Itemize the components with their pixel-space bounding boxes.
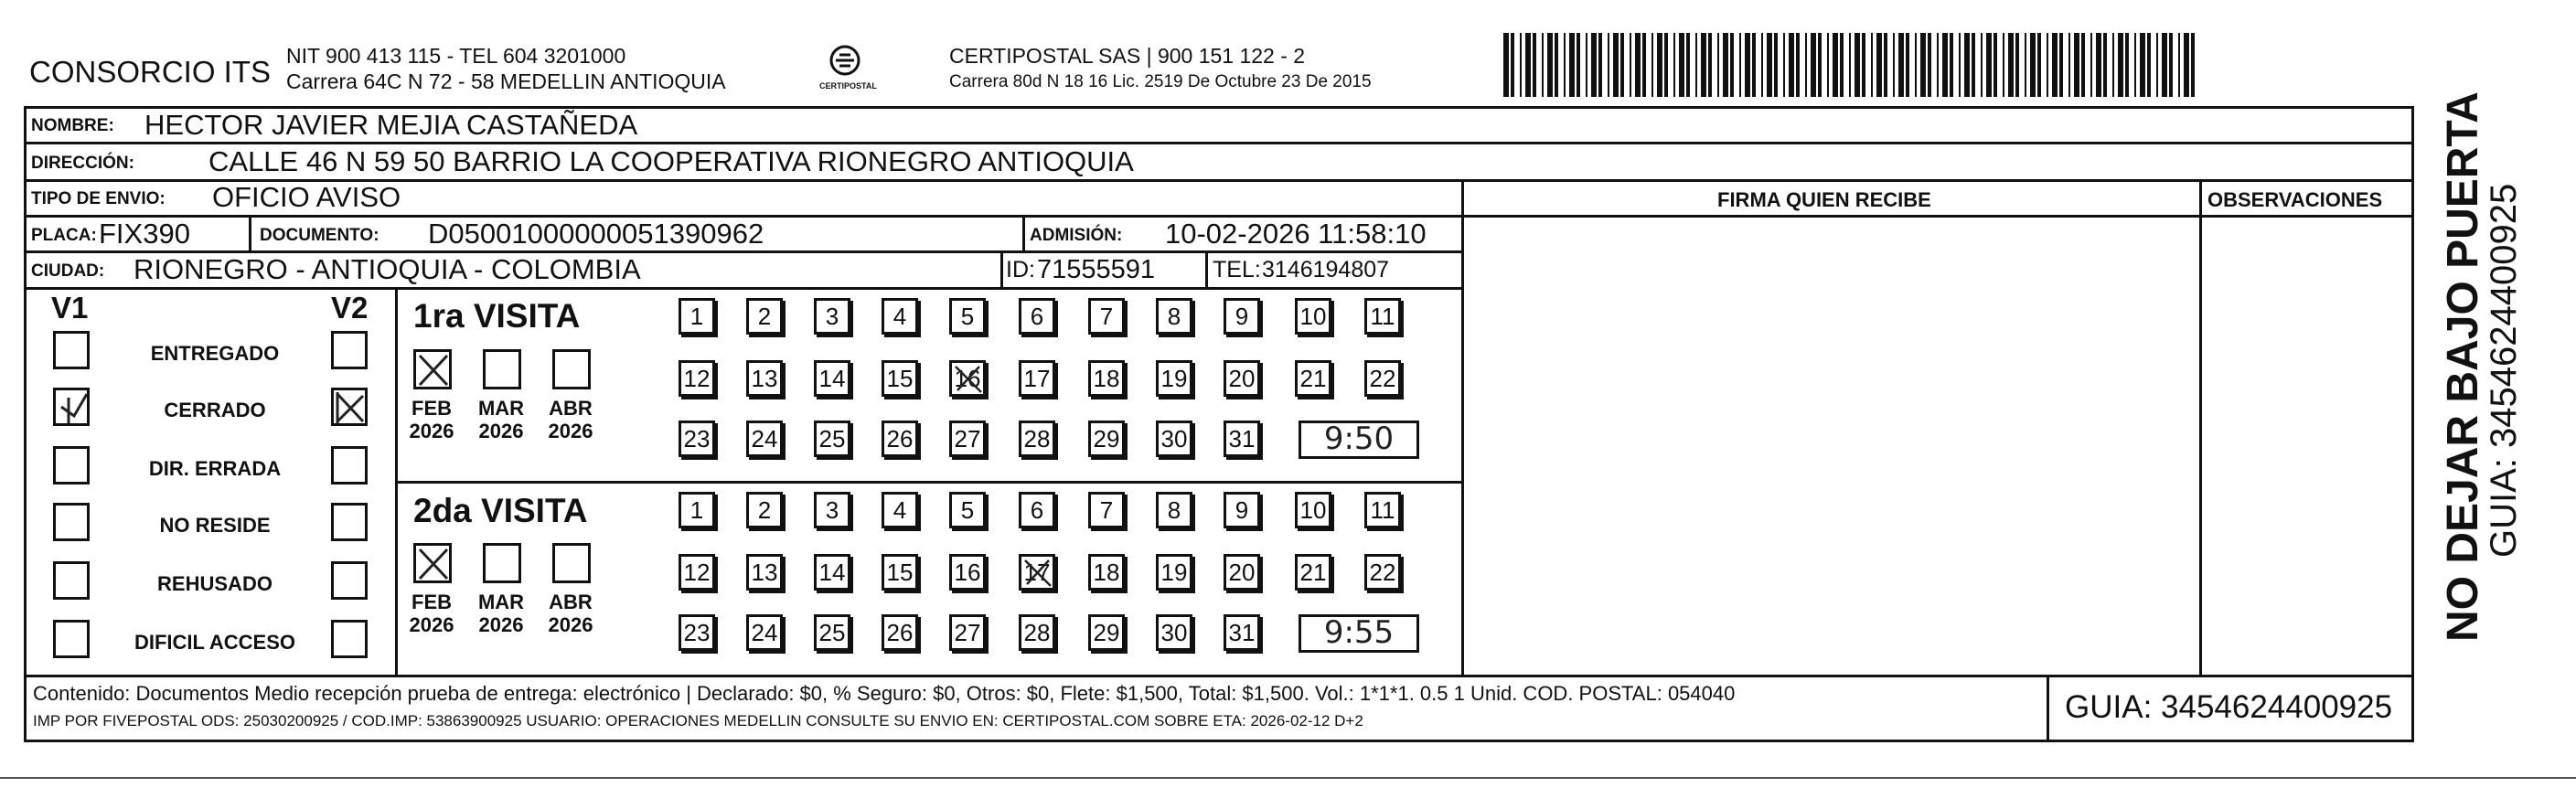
- placa-label: PLACA:: [31, 226, 97, 245]
- barcode-bar: [1884, 33, 1887, 97]
- barcode-bar: [1876, 33, 1882, 97]
- day-box[interactable]: 25: [814, 614, 850, 651]
- barcode-bar: [1893, 33, 1895, 97]
- status-label: REHUSADO: [157, 572, 273, 595]
- day-box[interactable]: 1: [679, 298, 715, 335]
- barcode-bar: [2169, 33, 2173, 97]
- barcode-bar: [2015, 33, 2019, 97]
- barcode-bar: [1591, 33, 1597, 97]
- day-box[interactable]: 22: [1364, 360, 1401, 397]
- v2-checkbox[interactable]: [331, 620, 368, 658]
- barcode-bar: [1928, 33, 1931, 97]
- status-label: CERRADO: [164, 399, 266, 421]
- barcode-bar: [2118, 33, 2123, 97]
- logo-text: CERTIPOSTAL: [819, 81, 877, 91]
- day-box[interactable]: 14: [814, 360, 850, 397]
- visit-time: 9:55: [1323, 614, 1395, 651]
- day-box[interactable]: 13: [746, 360, 783, 397]
- barcode-bar: [1686, 33, 1690, 97]
- tel-label: TEL:: [1213, 257, 1261, 282]
- barcode-bar: [1950, 33, 1953, 97]
- barcode-bar: [2147, 33, 2151, 97]
- day-box[interactable]: 21: [1295, 554, 1331, 591]
- barcode-bar: [2103, 33, 2107, 97]
- month-year: 2026: [478, 420, 524, 443]
- month-label: [474, 591, 529, 637]
- barcode-bar: [1525, 33, 1531, 97]
- side-guia: GUIA: 3454624400925: [2484, 183, 2524, 558]
- day-box[interactable]: 6: [1019, 298, 1055, 335]
- v2-header: V2: [331, 291, 369, 325]
- day-box[interactable]: 10: [1295, 492, 1331, 528]
- barcode-bar: [2037, 33, 2041, 97]
- barcode-bar: [2047, 33, 2048, 97]
- v2-checkbox[interactable]: [331, 503, 368, 541]
- visit-time-box[interactable]: [1299, 614, 1419, 653]
- status-label: NO RESIDE: [159, 514, 271, 537]
- barcode-bar: [1630, 33, 1631, 97]
- day-box[interactable]: 24: [746, 614, 783, 651]
- month-label: [474, 397, 529, 443]
- barcode-bar: [1673, 33, 1675, 97]
- barcode-bar: [1783, 33, 1785, 97]
- barcode-bar: [1642, 33, 1646, 97]
- day-box[interactable]: 25: [814, 421, 850, 457]
- barcode-bar: [1920, 33, 1926, 97]
- tel-value: 3146194807: [1262, 257, 1390, 282]
- month-checkbox[interactable]: [552, 349, 591, 389]
- admision-label: ADMISIÓN:: [1030, 226, 1123, 245]
- tipo-envio-value: OFICIO AVISO: [212, 181, 401, 213]
- barcode-bar: [2140, 33, 2145, 97]
- documento-value: D05001000000051390962: [428, 218, 764, 250]
- tipo-envio-label: TIPO DE ENVIO:: [31, 189, 166, 208]
- barcode-bar: [2162, 33, 2167, 97]
- month-checkbox[interactable]: [413, 543, 452, 583]
- day-box[interactable]: 7: [1088, 492, 1125, 528]
- month-year: 2026: [548, 613, 593, 637]
- day-box[interactable]: 1: [679, 492, 715, 528]
- day-box[interactable]: 3: [814, 298, 850, 335]
- month-name: ABR: [549, 591, 593, 613]
- barcode-bar: [1993, 33, 1997, 97]
- day-box[interactable]: 20: [1224, 360, 1260, 397]
- barcode-bar: [1533, 33, 1536, 97]
- barcode-bar: [1840, 33, 1844, 97]
- month-checkbox[interactable]: [483, 543, 521, 583]
- visit-time-box[interactable]: [1299, 421, 1419, 459]
- day-box[interactable]: 6: [1019, 492, 1055, 528]
- day-box[interactable]: 17: [1019, 360, 1055, 397]
- day-box[interactable]: 2: [746, 492, 783, 528]
- v2-checkbox[interactable]: [331, 331, 368, 369]
- day-box[interactable]: 14: [814, 554, 850, 591]
- barcode-bar: [1555, 33, 1558, 97]
- barcode-bar: [2081, 33, 2085, 97]
- day-box[interactable]: 27: [949, 614, 986, 651]
- barcode-bar: [1651, 33, 1653, 97]
- day-box[interactable]: 4: [882, 298, 918, 335]
- day-box[interactable]: 21: [1295, 360, 1331, 397]
- month-name: ABR: [549, 397, 593, 420]
- side-warning: NO DEJAR BAJO PUERTA: [2439, 91, 2487, 642]
- company-nit: NIT 900 413 115 - TEL 604 3201000: [286, 44, 626, 68]
- status-label: DIFICIL ACCESO: [134, 631, 295, 654]
- barcode-bar: [1739, 33, 1741, 97]
- barcode-bar: [2030, 33, 2036, 97]
- barcode-bar: [1915, 33, 1917, 97]
- barcode-bar: [1564, 33, 1566, 97]
- barcode-bar: [2156, 33, 2158, 97]
- day-box[interactable]: 4: [882, 492, 918, 528]
- barcode-bar: [1679, 33, 1684, 97]
- day-box[interactable]: 12: [679, 554, 715, 591]
- imp-text: IMP POR FIVEPOSTAL ODS: 25030200925 / COD.IMP: 53863900925 USUARIO: OPERACIONES MEDELLIN CONSULTE SU ENVIO EN: CERTIPOSTAL.COM SOBRE ETA: 2026-02-12 D+2: [33, 712, 1363, 729]
- scan-edge: [0, 777, 2576, 779]
- barcode-bar: [1805, 33, 1807, 97]
- v1-checkbox[interactable]: [53, 620, 90, 658]
- day-box[interactable]: 22: [1364, 554, 1401, 591]
- barcode-bar: [2090, 33, 2092, 97]
- placa-value: FIX390: [99, 218, 190, 250]
- barcode-bar: [1827, 33, 1829, 97]
- day-box[interactable]: 26: [882, 614, 918, 651]
- barcode-bar: [2068, 33, 2070, 97]
- month-name: MAR: [477, 591, 525, 613]
- status-label: ENTREGADO: [150, 342, 280, 365]
- month-label: [404, 397, 459, 443]
- certipostal-address: Carrera 80d N 18 16 Lic. 2519 De Octubre 23 De 2015: [949, 72, 1372, 91]
- barcode-bar: [2052, 33, 2058, 97]
- day-box[interactable]: 9: [1224, 298, 1260, 335]
- barcode-bar: [1503, 33, 1509, 97]
- day-box[interactable]: 31: [1224, 614, 1260, 651]
- barcode-bar: [1972, 33, 1975, 97]
- day-box[interactable]: 11: [1364, 492, 1401, 528]
- certipostal-line: CERTIPOSTAL SAS | 900 151 122 - 2: [949, 44, 1306, 68]
- v1-checkbox[interactable]: [53, 561, 90, 600]
- barcode-bar: [2008, 33, 2014, 97]
- day-box[interactable]: 31: [1224, 421, 1260, 457]
- barcode-bar: [1761, 33, 1763, 97]
- admision-value: 10-02-2026 11:58:10: [1165, 218, 1427, 250]
- day-box[interactable]: 12: [679, 360, 715, 397]
- barcode-bar: [1598, 33, 1602, 97]
- day-box[interactable]: 16: [949, 554, 986, 591]
- day-box[interactable]: 5: [949, 492, 986, 528]
- day-box[interactable]: 29: [1088, 614, 1125, 651]
- day-box[interactable]: 5: [949, 298, 986, 335]
- day-box[interactable]: 23: [679, 614, 715, 651]
- v1-checkbox[interactable]: [53, 503, 90, 541]
- month-label: [543, 397, 598, 443]
- day-box[interactable]: 30: [1156, 421, 1192, 457]
- id-label: ID:: [1006, 257, 1035, 282]
- day-box[interactable]: 3: [814, 492, 850, 528]
- day-box[interactable]: 17: [1019, 554, 1055, 591]
- visit1-title: 1ra VISITA: [413, 297, 581, 335]
- barcode-bar: [1547, 33, 1553, 97]
- barcode-bar: [2025, 33, 2026, 97]
- ciudad-value: RIONEGRO - ANTIOQUIA - COLOMBIA: [134, 253, 641, 285]
- barcode-bar: [2134, 33, 2136, 97]
- barcode-bar: [1811, 33, 1816, 97]
- visit-time: 9:50: [1323, 421, 1395, 457]
- day-box[interactable]: 18: [1088, 554, 1125, 591]
- barcode-bar: [1717, 33, 1719, 97]
- barcode-bar: [1577, 33, 1580, 97]
- barcode-bar: [2096, 33, 2101, 97]
- month-year: 2026: [409, 613, 454, 637]
- company-name: CONSORCIO ITS: [29, 55, 272, 89]
- barcode-bar: [1608, 33, 1609, 97]
- day-box[interactable]: 16: [949, 360, 986, 397]
- barcode-bar: [1708, 33, 1712, 97]
- contenido-text: Contenido: Documentos Medio recepción prueba de entrega: electrónico | Declarado: $0, % Seguro: $0, Otros: $0, Flete: $1,500, Total: $1,500. Vol.: 1*1*1. 0.5 1 Unid. COD. POSTAL: 054040: [33, 682, 1736, 705]
- day-box[interactable]: 15: [882, 360, 918, 397]
- barcode-bar: [1959, 33, 1961, 97]
- status-label: DIR. ERRADA: [148, 457, 282, 480]
- firma-header: FIRMA QUIEN RECIBE: [1717, 188, 1931, 211]
- v2-checkbox[interactable]: [331, 446, 368, 485]
- barcode-bar: [1862, 33, 1865, 97]
- barcode-bar: [1774, 33, 1778, 97]
- barcode-bar: [1723, 33, 1728, 97]
- month-label: [543, 591, 598, 637]
- day-box[interactable]: 23: [679, 421, 715, 457]
- barcode-bar: [2125, 33, 2129, 97]
- barcode-bar: [1871, 33, 1873, 97]
- barcode-bar: [1855, 33, 1860, 97]
- barcode-bar: [1937, 33, 1939, 97]
- day-box[interactable]: 27: [949, 421, 986, 457]
- barcode-bar: [1511, 33, 1514, 97]
- barcode-bar: [1898, 33, 1904, 97]
- barcode-bar: [2184, 33, 2189, 97]
- month-year: 2026: [409, 420, 454, 443]
- month-label: [404, 591, 459, 637]
- day-box[interactable]: 20: [1224, 554, 1260, 591]
- v1-checkbox[interactable]: [53, 388, 90, 426]
- day-box[interactable]: 8: [1156, 298, 1192, 335]
- barcode-bar: [1635, 33, 1641, 97]
- barcode-bar: [1569, 33, 1575, 97]
- barcode: [1500, 33, 2206, 97]
- day-box[interactable]: 28: [1019, 421, 1055, 457]
- barcode-bar: [1745, 33, 1750, 97]
- id-value: 71555591: [1037, 255, 1156, 284]
- v1-checkbox[interactable]: [53, 446, 90, 485]
- footer-guia: GUIA: 3454624400925: [2065, 689, 2393, 725]
- v1-checkbox[interactable]: [53, 331, 90, 369]
- barcode-bar: [1849, 33, 1851, 97]
- certipostal-logo: [812, 42, 878, 97]
- barcode-bar: [1767, 33, 1772, 97]
- month-checkbox[interactable]: [483, 349, 521, 389]
- barcode-bar: [1730, 33, 1734, 97]
- day-box[interactable]: 15: [882, 554, 918, 591]
- nombre-value: HECTOR JAVIER MEJIA CASTAÑEDA: [144, 109, 638, 141]
- barcode-bar: [2003, 33, 2004, 97]
- barcode-bar: [1695, 33, 1697, 97]
- day-box[interactable]: 24: [746, 421, 783, 457]
- day-box[interactable]: 29: [1088, 421, 1125, 457]
- month-name: FEB: [412, 397, 452, 420]
- barcode-bar: [2191, 33, 2195, 97]
- barcode-bar: [1964, 33, 1970, 97]
- nombre-label: NOMBRE:: [31, 116, 114, 135]
- direccion-label: DIRECCIÓN:: [31, 154, 134, 173]
- barcode-bar: [1701, 33, 1706, 97]
- day-box[interactable]: 2: [746, 298, 783, 335]
- barcode-bar: [1752, 33, 1756, 97]
- barcode-bar: [2178, 33, 2180, 97]
- day-box[interactable]: 19: [1156, 360, 1192, 397]
- month-name: FEB: [412, 591, 452, 613]
- day-box[interactable]: 26: [882, 421, 918, 457]
- day-box[interactable]: 19: [1156, 554, 1192, 591]
- barcode-bar: [1542, 33, 1544, 97]
- barcode-bar: [2112, 33, 2114, 97]
- day-box[interactable]: 7: [1088, 298, 1125, 335]
- barcode-bar: [1789, 33, 1794, 97]
- visit2-title: 2da VISITA: [413, 492, 588, 529]
- month-year: 2026: [548, 420, 593, 443]
- day-box[interactable]: 8: [1156, 492, 1192, 528]
- v1-header: V1: [51, 291, 89, 325]
- barcode-bar: [2074, 33, 2079, 97]
- ciudad-label: CIUDAD:: [31, 261, 105, 281]
- barcode-bar: [1586, 33, 1587, 97]
- day-box[interactable]: 11: [1364, 298, 1401, 335]
- barcode-bar: [1986, 33, 1992, 97]
- barcode-bar: [1981, 33, 1983, 97]
- day-box[interactable]: 30: [1156, 614, 1192, 651]
- company-address: Carrera 64C N 72 - 58 MEDELLIN ANTIOQUIA: [286, 69, 726, 93]
- day-box[interactable]: 18: [1088, 360, 1125, 397]
- barcode-bar: [1664, 33, 1668, 97]
- v2-checkbox[interactable]: [331, 561, 368, 600]
- observaciones-header: OBSERVACIONES: [2207, 188, 2383, 211]
- barcode-bar: [1906, 33, 1909, 97]
- day-box[interactable]: 10: [1295, 298, 1331, 335]
- month-year: 2026: [478, 613, 524, 637]
- barcode-bar: [1833, 33, 1838, 97]
- barcode-bar: [1520, 33, 1522, 97]
- month-name: MAR: [477, 397, 525, 420]
- barcode-bar: [2059, 33, 2063, 97]
- month-checkbox[interactable]: [413, 349, 452, 389]
- documento-label: DOCUMENTO:: [260, 226, 379, 245]
- v2-checkbox[interactable]: [331, 388, 368, 426]
- barcode-bar: [1613, 33, 1619, 97]
- barcode-bar: [1657, 33, 1662, 97]
- month-checkbox[interactable]: [552, 543, 591, 583]
- day-box[interactable]: 9: [1224, 492, 1260, 528]
- day-box[interactable]: 13: [746, 554, 783, 591]
- barcode-bar: [1796, 33, 1800, 97]
- day-box[interactable]: 28: [1019, 614, 1055, 651]
- direccion-value: CALLE 46 N 59 50 BARRIO LA COOPERATIVA RIONEGRO ANTIOQUIA: [208, 145, 1134, 177]
- barcode-bar: [1942, 33, 1948, 97]
- barcode-bar: [1818, 33, 1822, 97]
- barcode-bar: [1620, 33, 1624, 97]
